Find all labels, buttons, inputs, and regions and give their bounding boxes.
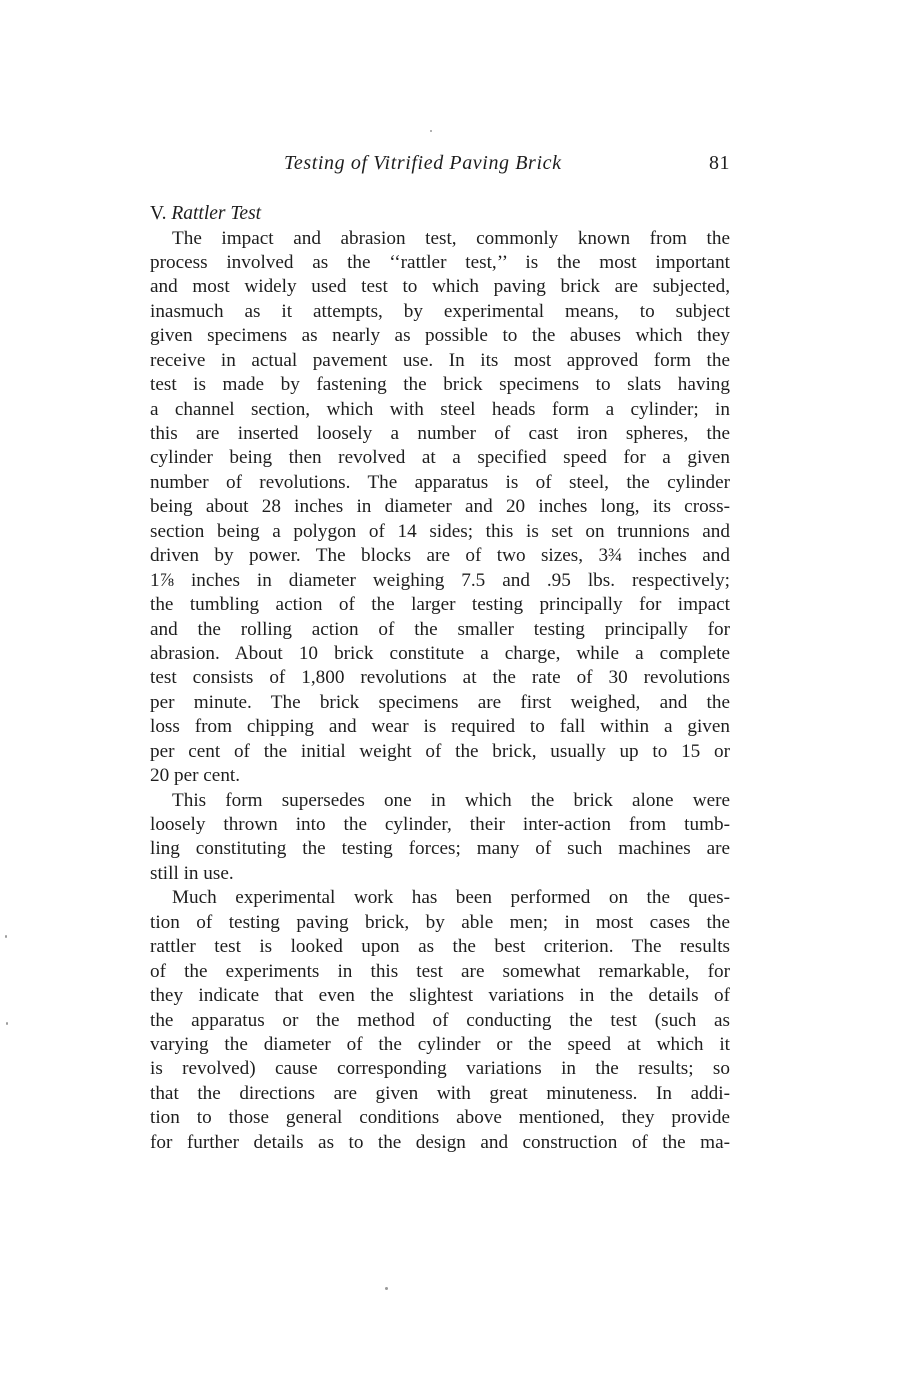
- section-title: Rattler Test: [171, 203, 262, 224]
- running-head: [150, 152, 730, 188]
- text-line: per cent of the initial weight of the brick, usually up to 15 or: [150, 740, 730, 762]
- scan-speck: [5, 935, 7, 938]
- book-page: [150, 152, 730, 1155]
- text-line: and most widely used test to which paving brick are subjected,: [150, 276, 730, 298]
- text-line: cylinder being then revolved at a specified speed for a given: [150, 447, 730, 469]
- text-line: 20 per cent.: [150, 765, 241, 787]
- text-line: per minute. The brick specimens are first weighed, and the: [150, 691, 730, 713]
- text-line: and the rolling action of the smaller testing principally for: [150, 618, 730, 640]
- text-line: tion of testing paving brick, by able men; in most cases the: [150, 911, 730, 933]
- text-line: this are inserted loosely a number of cast iron spheres, the: [150, 423, 730, 444]
- text-line: a channel section, which with steel heads form a cylinder; in: [150, 398, 730, 420]
- text-line: tion to those general conditions above mentioned, they provide: [150, 1107, 730, 1129]
- page-number: 81: [709, 152, 730, 174]
- text-line: given specimens as nearly as possible to the abuses which they: [150, 325, 730, 347]
- text-line: 1⅞ inches in diameter weighing 7.5 and .95 lbs. respectively;: [150, 569, 730, 591]
- paragraph-3: [150, 886, 730, 1155]
- text-line: driven by power. The blocks are of two sizes, 3¾ inches and: [150, 545, 730, 567]
- text-line: test consists of 1,800 revolutions at the rate of 30 revolutions: [150, 667, 730, 689]
- text-line: the tumbling action of the larger testing principally for impact: [150, 594, 730, 616]
- text-line: receive in actual pavement use. In its most approved form the: [150, 349, 730, 371]
- text-line: still in use.: [150, 862, 234, 884]
- running-head-title: Testing of Vitrified Paving Brick: [284, 152, 562, 174]
- scan-speck: [430, 130, 432, 132]
- text-line: This form supersedes one in which the brick alone were: [172, 789, 730, 811]
- text-line: they indicate that even the slightest variations in the details of: [150, 985, 730, 1007]
- text-line: inasmuch as it attempts, by experimental means, to subject: [150, 300, 730, 322]
- text-line: number of revolutions. The apparatus is of steel, the cylinder: [150, 471, 730, 493]
- text-line: varying the diameter of the cylinder or the speed at which it: [150, 1033, 730, 1055]
- text-line: section being a polygon of 14 sides; this is set on trunnions and: [150, 520, 730, 542]
- text-line: that the directions are given with great minuteness. In addi-: [150, 1082, 730, 1104]
- text-line: loosely thrown into the cylinder, their inter-action from tumb-: [150, 814, 730, 835]
- section-number: V.: [150, 203, 167, 224]
- text-line: is revolved) cause corresponding variations in the results; so: [150, 1058, 730, 1080]
- text-line: test is made by fastening the brick specimens to slats having: [150, 374, 730, 396]
- text-line: abrasion. About 10 brick constitute a charge, while a complete: [150, 642, 730, 664]
- paragraph-2: [150, 789, 730, 887]
- text-line: loss from chipping and wear is required to fall within a given: [150, 716, 730, 738]
- paragraph-1: [150, 227, 730, 789]
- text-line: of the experiments in this test are somewhat remarkable, for: [150, 960, 730, 982]
- section-heading: [150, 202, 730, 227]
- text-line: Much experimental work has been performed on the ques-: [172, 887, 730, 909]
- scan-speck: [385, 1287, 388, 1290]
- text-line: ling constituting the testing forces; many of such machines are: [150, 838, 730, 860]
- text-line: The impact and abrasion test, commonly known from the: [172, 227, 730, 249]
- scan-speck: [6, 1022, 8, 1025]
- text-line: for further details as to the design and construction of the ma-: [150, 1131, 730, 1153]
- text-line: being about 28 inches in diameter and 20 inches long, its cross-: [150, 496, 730, 518]
- text-line: rattler test is looked upon as the best criterion. The results: [150, 936, 730, 958]
- text-line: the apparatus or the method of conducting the test (such as: [150, 1009, 730, 1031]
- text-line: process involved as the ‘‘rattler test,’’ is the most important: [150, 251, 730, 273]
